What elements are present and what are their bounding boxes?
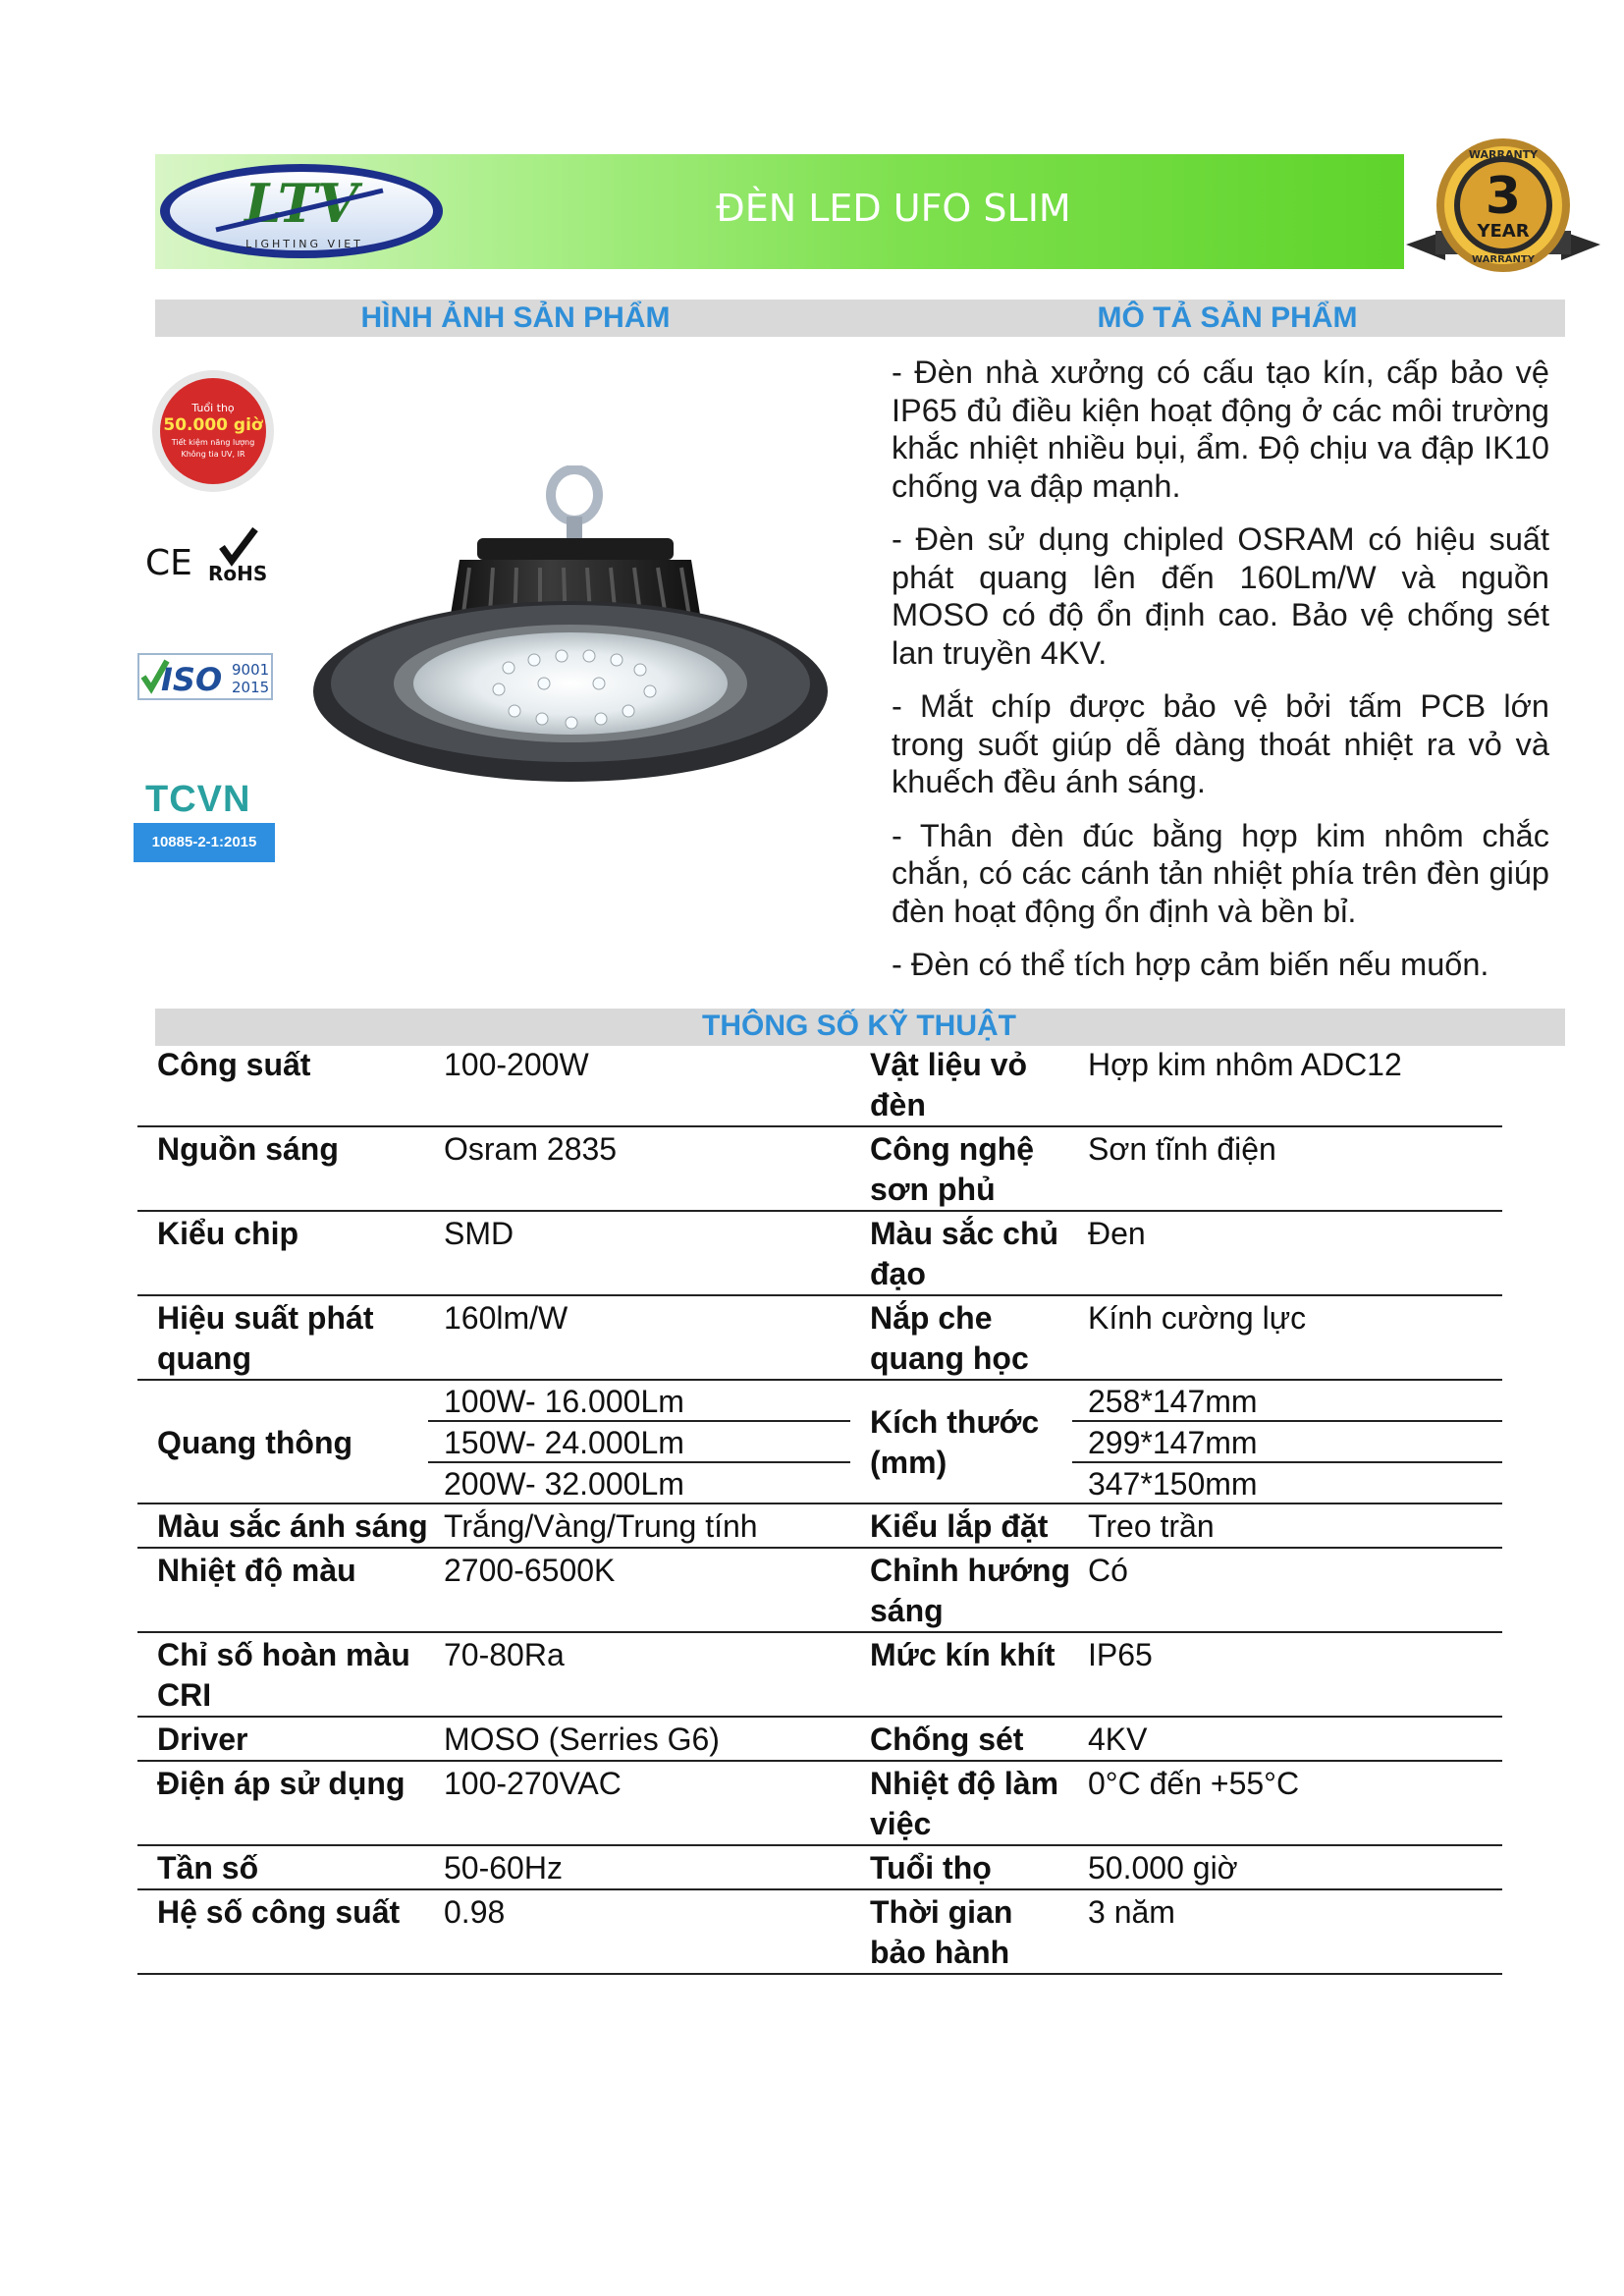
description-paragraph: - Thân đèn đúc bằng hợp kim nhôm chắc chắn, có các cánh tản nhiệt phía trên đèn giúp đèn hoạt động ổn định và bền bỉ. (892, 817, 1549, 929)
description-paragraph: - Mắt chíp được bảo vệ bởi tấm PCB lớn trong suốt giúp dễ dàng thoát nhiệt ra vỏ và khuếch đều ánh sáng. (892, 688, 1549, 799)
spec-value: 100W- 16.000Lm (428, 1380, 850, 1421)
spec-label: Vật liệu vỏ đèn (850, 1043, 1072, 1126)
spec-label: Nhiệt độ làm việc (850, 1761, 1072, 1845)
warranty-bottom-text: WARRANTY (1472, 254, 1535, 265)
spec-value: 100-270VAC (428, 1761, 850, 1845)
section-title-images: HÌNH ẢNH SẢN PHẨM (360, 301, 671, 334)
ce-mark: CE (145, 543, 192, 583)
iso-year: 2015 (232, 679, 270, 696)
iso-word: ISO (161, 661, 223, 698)
spec-label: Chống sét (850, 1717, 1072, 1761)
tcvn-code: 10885-2-1:2015 (134, 823, 275, 862)
warranty-number: 3 (1485, 167, 1522, 226)
warranty-seal-icon (1406, 135, 1600, 282)
tcvn-word: TCVN (145, 779, 251, 820)
ce-rohs-icon (145, 525, 275, 586)
table-row (137, 1845, 1502, 1889)
table-row (137, 1211, 1502, 1295)
table-row (137, 1295, 1502, 1380)
spec-value: 3 năm (1072, 1889, 1502, 1974)
spec-label: Quang thông (137, 1380, 428, 1503)
spec-label: Nguồn sáng (137, 1126, 428, 1211)
spec-value: 200W- 32.000Lm (428, 1462, 850, 1503)
lifetime-line2: 50.000 giờ (163, 415, 263, 435)
table-row (137, 1717, 1502, 1761)
logo-text: LTV (244, 172, 358, 235)
table-row (137, 1889, 1502, 1974)
table-row (137, 1548, 1502, 1632)
spec-value: 347*150mm (1072, 1462, 1502, 1503)
spec-value: MOSO (Serries G6) (428, 1717, 850, 1761)
spec-label: Mức kín khít (850, 1632, 1072, 1717)
spec-label: Tần số (137, 1845, 428, 1889)
spec-value: Treo trần (1072, 1503, 1502, 1548)
warranty-word: YEAR (1477, 221, 1530, 242)
spec-value: 0.98 (428, 1889, 850, 1974)
page-title: ĐÈN LED UFO SLIM (716, 187, 1071, 230)
spec-value: 299*147mm (1072, 1421, 1502, 1462)
spec-value: 150W- 24.000Lm (428, 1421, 850, 1462)
spec-label: Hệ số công suất (137, 1889, 428, 1974)
description-paragraph: - Đèn sử dụng chipled OSRAM có hiệu suất phát quang lên đến 160Lm/W và nguồn MOSO có độ ổn định cao. Bảo vệ chống sét lan truyền 4KV. (892, 521, 1549, 671)
warranty-top-text: WARRANTY (1468, 148, 1539, 161)
spec-label: Công nghệ sơn phủ (850, 1126, 1072, 1211)
spec-label: Kích thước (mm) (850, 1380, 1072, 1503)
lifetime-line4: Không tia UV, IR (181, 450, 245, 459)
product-description (892, 354, 1549, 1000)
spec-value: 50.000 giờ (1072, 1845, 1502, 1889)
spec-label: Điện áp sử dụng (137, 1761, 428, 1845)
iso-number: 9001 (232, 661, 270, 679)
spec-label: Driver (137, 1717, 428, 1761)
spec-label: Tuổi thọ (850, 1845, 1072, 1889)
rohs-mark: RoHS (208, 562, 268, 585)
spec-value: Osram 2835 (428, 1126, 850, 1211)
spec-label: Nhiệt độ màu (137, 1548, 428, 1632)
spec-value: Có (1072, 1548, 1502, 1632)
description-paragraph: - Đèn nhà xưởng có cấu tạo kín, cấp bảo vệ IP65 đủ điều kiện hoạt động ở các môi trường khắc nhiệt nhiều bụi, ẩm. Độ chịu va đập IK10 chống va đập mạnh. (892, 355, 1549, 504)
spec-value: Sơn tĩnh điện (1072, 1126, 1502, 1211)
ltv-logo (157, 161, 446, 261)
lifetime-badge-icon (147, 368, 279, 494)
spec-value: 258*147mm (1072, 1380, 1502, 1421)
table-row (137, 1126, 1502, 1211)
spec-value: Hợp kim nhôm ADC12 (1072, 1043, 1502, 1126)
spec-label: Công suất (137, 1043, 428, 1126)
spec-label: Kiểu chip (137, 1211, 428, 1295)
spec-table (137, 1043, 1502, 1975)
spec-value: IP65 (1072, 1632, 1502, 1717)
spec-label: Màu sắc chủ đạo (850, 1211, 1072, 1295)
spec-label: Hiệu suất phát quang (137, 1295, 428, 1380)
spec-value: SMD (428, 1211, 850, 1295)
table-row (137, 1632, 1502, 1717)
section-title-specs: THÔNG SỐ KỸ THUẬT (702, 1010, 1016, 1042)
spec-label: Màu sắc ánh sáng (137, 1503, 428, 1548)
description-paragraph: - Đèn có thể tích hợp cảm biến nếu muốn. (892, 947, 1489, 982)
section-title-description: MÔ TẢ SẢN PHẨM (1097, 301, 1358, 334)
table-row (137, 1503, 1502, 1548)
lifetime-line3: Tiết kiệm năng lượng (171, 438, 255, 447)
spec-value: 50-60Hz (428, 1845, 850, 1889)
spec-label: Chỉnh hướng sáng (850, 1548, 1072, 1632)
table-row (137, 1380, 1502, 1421)
spec-value: 4KV (1072, 1717, 1502, 1761)
spec-value: 100-200W (428, 1043, 850, 1126)
spec-label: Thời gian bảo hành (850, 1889, 1072, 1974)
spec-value: 2700-6500K (428, 1548, 850, 1632)
spec-value: Trắng/Vàng/Trung tính (428, 1503, 850, 1548)
table-row (137, 1761, 1502, 1845)
spec-value: Đen (1072, 1211, 1502, 1295)
iso-badge-icon (137, 653, 273, 700)
ufo-lamp-image (312, 465, 829, 790)
spec-value: Kính cường lực (1072, 1295, 1502, 1380)
spec-label: Nắp che quang học (850, 1295, 1072, 1380)
spec-value: 0°C đến +55°C (1072, 1761, 1502, 1845)
logo-subtext: LIGHTING VIET (245, 238, 363, 250)
table-row (137, 1043, 1502, 1126)
spec-value: 160lm/W (428, 1295, 850, 1380)
spec-label: Kiểu lắp đặt (850, 1503, 1072, 1548)
lifetime-line1: Tuổi thọ (191, 402, 235, 414)
spec-value: 70-80Ra (428, 1632, 850, 1717)
spec-label: Chỉ số hoàn màu CRI (137, 1632, 428, 1717)
